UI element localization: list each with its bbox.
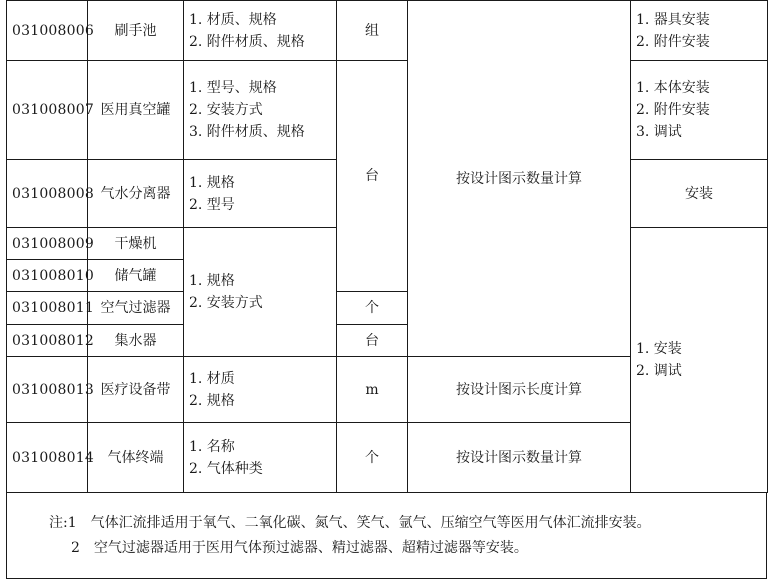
item-unit: 组	[337, 1, 408, 61]
notes-section	[6, 492, 767, 579]
item-name: 干燥机	[88, 228, 184, 260]
work-line: 1. 安装	[636, 341, 682, 357]
item-code: 031008014	[7, 423, 88, 493]
table-row	[7, 1, 768, 61]
item-code: 031008008	[7, 160, 88, 228]
unit-merged: 台	[337, 61, 408, 292]
note-2	[71, 537, 528, 557]
item-code: 031008013	[7, 357, 88, 423]
feature-line: 1. 规格	[189, 174, 235, 191]
item-name: 气体终端	[88, 423, 184, 493]
quantity-rule: 按设计图示长度计算	[408, 357, 631, 423]
feature-line: 2. 型号	[189, 196, 235, 213]
quantity-rule-merged: 按设计图示数量计算	[408, 1, 631, 357]
feature-line: 1. 名称	[189, 438, 235, 455]
feature-line: 1. 规格	[189, 273, 235, 289]
item-name: 空气过滤器	[88, 292, 184, 325]
item-name: 刷手池	[88, 1, 184, 61]
feature-line: 2. 安装方式	[189, 295, 263, 311]
item-code: 031008010	[7, 260, 88, 292]
item-code: 031008006	[7, 1, 88, 61]
work-line: 3. 调试	[636, 124, 682, 140]
feature-line: 1. 材质、规格	[189, 11, 277, 28]
quantity-spec-table	[6, 0, 768, 493]
note-text: 空气过滤器适用于医用气体预过滤器、精过滤器、超精过滤器等安装。	[93, 540, 528, 556]
item-name: 集水器	[88, 325, 184, 357]
work-line: 1. 本体安装	[636, 80, 710, 96]
work-merged	[631, 228, 768, 493]
note-number: 2	[71, 540, 80, 556]
work-content: 安装	[631, 160, 768, 228]
item-code: 031008011	[7, 292, 88, 325]
item-features	[184, 357, 337, 423]
item-code: 031008012	[7, 325, 88, 357]
table-row	[7, 61, 768, 160]
item-features	[184, 1, 337, 61]
feature-line: 2. 安装方式	[189, 102, 263, 118]
work-content	[631, 61, 768, 160]
work-line: 1. 器具安装	[636, 11, 710, 28]
item-name: 储气罐	[88, 260, 184, 292]
work-line: 2. 附件安装	[636, 33, 710, 50]
note-text: 气体汇流排适用于氧气、二氧化碳、氮气、笑气、氩气、压缩空气等医用气体汇流排安装。	[90, 515, 651, 531]
item-features	[184, 160, 337, 228]
feature-line: 1. 材质	[189, 370, 235, 387]
feature-line: 2. 附件材质、规格	[189, 33, 305, 50]
item-unit: 个	[337, 292, 408, 325]
work-line: 2. 附件安装	[636, 102, 710, 118]
item-unit: m	[337, 357, 408, 423]
note-prefix: 注:1	[49, 515, 77, 531]
feature-line: 3. 附件材质、规格	[189, 124, 305, 140]
note-1	[49, 512, 651, 532]
item-name: 医疗设备带	[88, 357, 184, 423]
item-features	[184, 61, 337, 160]
feature-line: 2. 规格	[189, 392, 235, 409]
quantity-rule: 按设计图示数量计算	[408, 423, 631, 493]
work-line: 2. 调试	[636, 363, 682, 379]
item-unit: 台	[337, 325, 408, 357]
features-merged	[184, 228, 337, 357]
item-code: 031008007	[7, 61, 88, 160]
feature-line: 1. 型号、规格	[189, 80, 277, 96]
work-content	[631, 1, 768, 61]
item-name: 气水分离器	[88, 160, 184, 228]
feature-line: 2. 气体种类	[189, 460, 263, 477]
item-features	[184, 423, 337, 493]
item-unit: 个	[337, 423, 408, 493]
item-code: 031008009	[7, 228, 88, 260]
item-name: 医用真空罐	[88, 61, 184, 160]
